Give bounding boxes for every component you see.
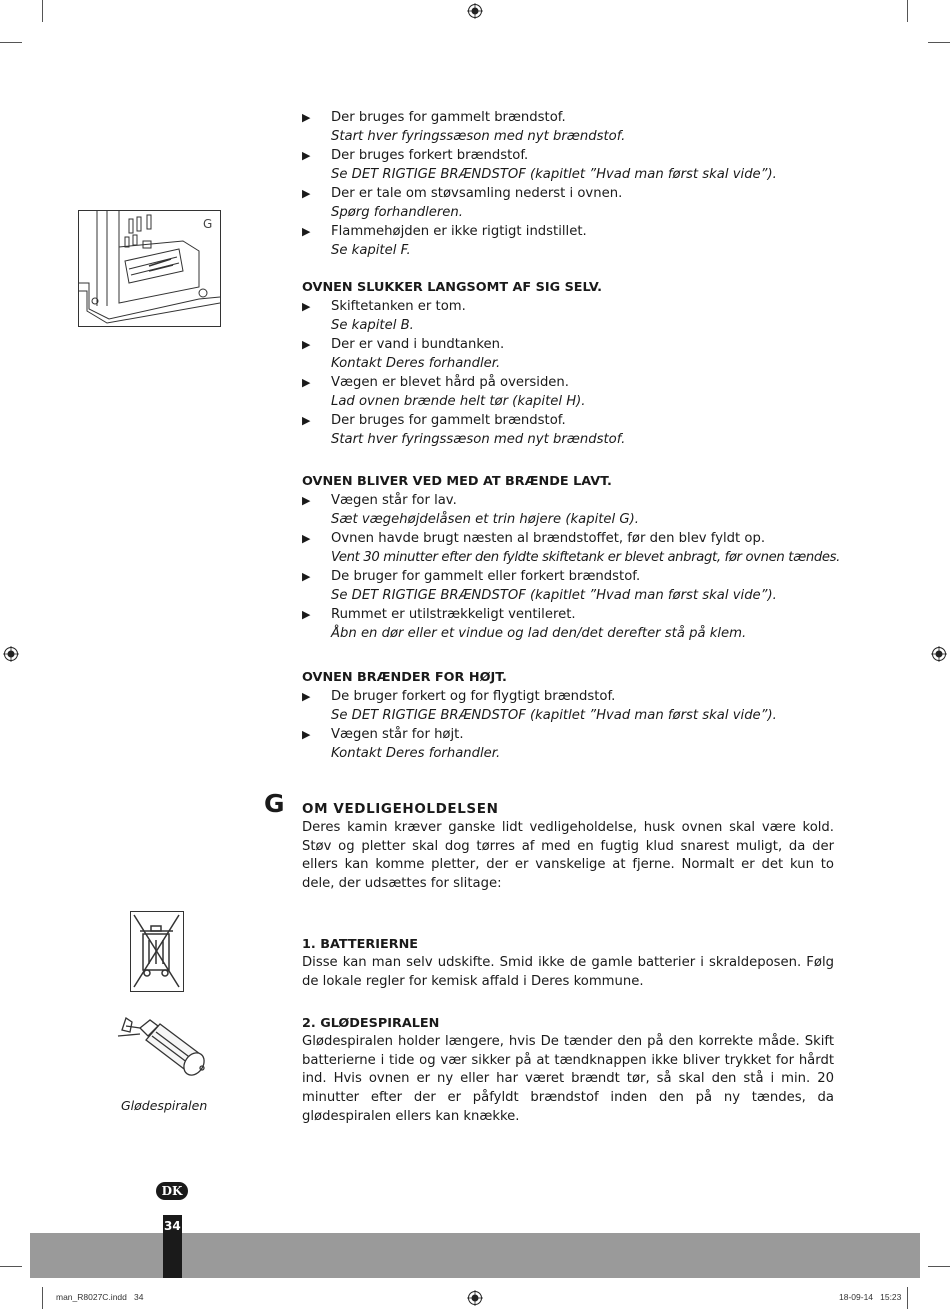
cause-text: Ovnen havde brugt næsten al brændstoffet, før den blev fyldt op. xyxy=(331,531,766,546)
bullet-arrow-icon: ▶ xyxy=(302,570,311,583)
bullet-arrow-icon: ▶ xyxy=(302,376,311,389)
subsection-title: 2. GLØDESPIRALEN xyxy=(302,1016,440,1031)
remedy-text: Åbn en dør eller et vindue og lad den/det derefter stå på klem. xyxy=(331,626,747,641)
crop-mark xyxy=(42,0,43,22)
subsection-text: Disse kan man selv udskifte. Smid ikke de gamle batterier i skraldeposen. Følg de lokale regler for kemisk affald i Deres kommune. xyxy=(302,955,834,989)
bullet-arrow-icon: ▶ xyxy=(302,338,311,351)
cause-text: Vægen står for højt. xyxy=(331,727,464,742)
crossed-bin-icon xyxy=(131,912,182,990)
weee-bin-icon xyxy=(130,911,184,992)
heading-slukker: OVNEN SLUKKER LANGSOMT AF SIG SELV. xyxy=(302,280,603,295)
cause-text: Der er vand i bundtanken. xyxy=(331,337,505,352)
figure-caption: Glødespiralen xyxy=(121,1098,208,1113)
remedy-text: Spørg forhandleren. xyxy=(331,205,463,220)
heater-detail-illustration xyxy=(79,211,220,326)
remedy-text: Start hver fyringssæson med nyt brændstof. xyxy=(331,129,626,144)
remedy-text: Vent 30 minutter efter den fyldte skiftetank er blevet anbragt, før ovnen tændes. xyxy=(331,550,840,565)
cause-text: Der er tale om støvsamling nederst i ovnen. xyxy=(331,186,623,201)
remedy-text: Se DET RIGTIGE BRÆNDSTOF (kapitlet ”Hvad man først skal vide”). xyxy=(331,588,777,603)
heading-lavt: OVNEN BLIVER VED MED AT BRÆNDE LAVT. xyxy=(302,474,612,489)
slug-datetime: 18-09-14 15:23 xyxy=(839,1292,902,1302)
cause-text: Flammehøjden er ikke rigtigt indstillet. xyxy=(331,224,587,239)
cause-text: Rummet er utilstrækkeligt ventileret. xyxy=(331,607,576,622)
bullet-arrow-icon: ▶ xyxy=(302,149,311,162)
remedy-text: Se DET RIGTIGE BRÆNDSTOF (kapitlet ”Hvad man først skal vide”). xyxy=(331,167,777,182)
remedy-text: Se kapitel B. xyxy=(331,318,414,333)
crop-mark xyxy=(928,42,950,43)
bullet-arrow-icon: ▶ xyxy=(302,494,311,507)
remedy-text: Start hver fyringssæson med nyt brændstof. xyxy=(331,432,626,447)
cause-text: De bruger forkert og for flygtigt brændstof. xyxy=(331,689,616,704)
bullet-arrow-icon: ▶ xyxy=(302,690,311,703)
heater-detail-figure xyxy=(78,210,221,327)
bullet-arrow-icon: ▶ xyxy=(302,111,311,124)
bullet-arrow-icon: ▶ xyxy=(302,300,311,313)
remedy-text: Sæt vægehøjdelåsen et trin højere (kapitel G). xyxy=(331,512,639,527)
remedy-text: Lad ovnen brænde helt tør (kapitel H). xyxy=(331,394,586,409)
bullet-arrow-icon: ▶ xyxy=(302,728,311,741)
bullet-arrow-icon: ▶ xyxy=(302,532,311,545)
crop-mark xyxy=(42,1287,43,1309)
bullet-arrow-icon: ▶ xyxy=(302,225,311,238)
bullet-arrow-icon: ▶ xyxy=(302,414,311,427)
cause-text: De bruger for gammelt eller forkert brændstof. xyxy=(331,569,641,584)
cause-text: Der bruges for gammelt brændstof. xyxy=(331,110,566,125)
cause-text: Skiftetanken er tom. xyxy=(331,299,466,314)
glow-plug-illustration xyxy=(112,1010,212,1090)
slug-filename: man_R8027C.indd 34 xyxy=(56,1292,144,1302)
cause-text: Der bruges for gammelt brændstof. xyxy=(331,413,566,428)
section-title: OM VEDLIGEHOLDELSEN xyxy=(302,801,499,817)
page-number-tab xyxy=(163,1215,182,1278)
bullet-arrow-icon: ▶ xyxy=(302,608,311,621)
registration-mark-icon xyxy=(467,3,483,19)
bullet-arrow-icon: ▶ xyxy=(302,187,311,200)
cause-text: Vægen er blevet hård på oversiden. xyxy=(331,375,569,390)
cause-text: Vægen står for lav. xyxy=(331,493,457,508)
crop-mark xyxy=(0,1266,22,1267)
crop-mark xyxy=(907,0,908,22)
remedy-text: Se DET RIGTIGE BRÆNDSTOF (kapitlet ”Hvad man først skal vide”). xyxy=(331,708,777,723)
registration-mark-icon xyxy=(467,1290,483,1306)
heading-hojt: OVNEN BRÆNDER FOR HØJT. xyxy=(302,670,507,685)
crop-mark xyxy=(907,1287,908,1309)
registration-mark-icon xyxy=(3,646,19,662)
country-badge: DK xyxy=(156,1182,188,1200)
remedy-text: Kontakt Deres forhandler. xyxy=(331,746,501,761)
crop-mark xyxy=(0,42,22,43)
subsection-text: Glødespiralen holder længere, hvis De tænder den på den korrekte måde. Skift batterierne i tide og vær sikker på at tændknappen ikke bliver trykket for hårdt ind. Hvis ovnen er ny eller har været brændt tør, så skal den stå i min. 20 minutter efter der er påfyldt brændstof inden den på ny tændes, da glødespiralen ellers kan knække. xyxy=(302,1034,834,1124)
crop-mark xyxy=(928,1266,950,1267)
section-letter: G xyxy=(264,789,285,818)
page-number: 34 xyxy=(164,1219,181,1233)
remedy-text: Kontakt Deres forhandler. xyxy=(331,356,501,371)
subsection-title: 1. BATTERIERNE xyxy=(302,937,419,952)
registration-mark-icon xyxy=(931,646,947,662)
cause-text: Der bruges forkert brændstof. xyxy=(331,148,529,163)
remedy-text: Se kapitel F. xyxy=(331,243,411,258)
section-intro: Deres kamin kræver ganske lidt vedligeholdelse, husk ovnen skal være kold. Støv og pletter skal dog tørres af med en fugtig klud snarest muligt, da der ellers kan komme pletter, der er vanskelige at fjerne. Normalt er det kun to dele, der udsættes for slitage: xyxy=(302,820,834,892)
figure-g-label: G xyxy=(203,217,213,231)
